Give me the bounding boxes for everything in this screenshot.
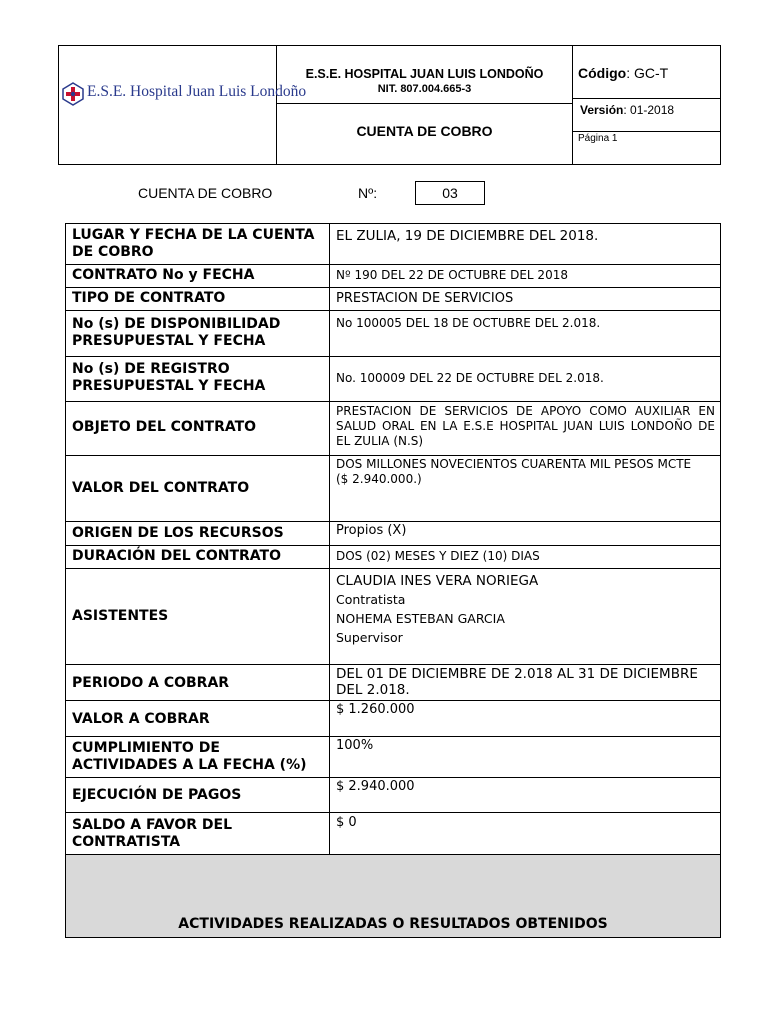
contrato-value: Nº 190 DEL 22 DE OCTUBRE DEL 2018 — [336, 268, 568, 282]
ejecucion-label: EJECUCIÓN DE PAGOS — [72, 787, 242, 803]
row-divider — [65, 310, 721, 311]
header-divider — [572, 45, 573, 165]
tipo-value: PRESTACION DE SERVICIOS — [336, 291, 514, 306]
disponibilidad-value: No 100005 DEL 18 DE OCTUBRE DEL 2.018. — [336, 316, 601, 330]
ejecucion-value: $ 2.940.000 — [336, 779, 415, 794]
cumplimiento-label: CUMPLIMIENTO DE ACTIVIDADES A LA FECHA (%) — [72, 740, 307, 773]
valor-contrato-words: DOS MILLONES NOVECIENTOS CUARENTA MIL PESOS MCTE — [336, 457, 692, 471]
supervisor-name: NOHEMA ESTEBAN GARCIA — [336, 611, 505, 626]
saldo-value: $ 0 — [336, 815, 357, 830]
cuenta-label: CUENTA DE COBRO — [138, 185, 273, 201]
row-divider — [65, 264, 721, 265]
valor-contrato-label: VALOR DEL CONTRATO — [72, 480, 250, 496]
row-divider — [65, 287, 721, 288]
codigo-value: : GC-T — [626, 65, 669, 81]
cuenta-number: 03 — [415, 181, 485, 205]
valor-cobrar-value: $ 1.260.000 — [336, 702, 415, 717]
version-field — [580, 103, 674, 117]
asistentes-value — [336, 572, 715, 647]
cuenta-number-label: Nº: — [358, 185, 378, 201]
lugar-label: LUGAR Y FECHA DE LA CUENTA DE COBRO — [72, 227, 315, 260]
contratista-role: Contratista — [336, 592, 406, 607]
registro-label: No (s) DE REGISTRO PRESUPUESTAL Y FECHA — [72, 361, 266, 394]
cumplimiento-value: 100% — [336, 738, 374, 753]
row-divider — [65, 777, 721, 778]
lugar-value: EL ZULIA, 19 DE DICIEMBRE DEL 2018. — [336, 228, 599, 244]
row-divider — [65, 812, 721, 813]
origen-label: ORIGEN DE LOS RECURSOS — [72, 525, 284, 541]
row-divider — [65, 401, 721, 402]
origen-value: Propios (X) — [336, 523, 407, 538]
version-value: : 01-2018 — [623, 103, 675, 117]
hospital-nit: NIT. 807.004.665-3 — [377, 83, 472, 95]
logo-text: E.S.E. Hospital Juan Luis Londoño — [87, 83, 307, 100]
header-divider — [572, 131, 721, 132]
hospital-name: E.S.E. HOSPITAL JUAN LUIS LONDOÑO — [305, 67, 544, 81]
row-divider — [65, 700, 721, 701]
valor-contrato-value — [336, 457, 715, 487]
hospital-emblem-icon — [62, 82, 84, 106]
contrato-label: CONTRATO No y FECHA — [72, 267, 255, 283]
row-divider — [65, 736, 721, 737]
row-divider — [65, 545, 721, 546]
row-divider — [65, 356, 721, 357]
valor-cobrar-label: VALOR A COBRAR — [72, 711, 210, 727]
objeto-value: PRESTACION DE SERVICIOS DE APOYO COMO AUXILIAR EN SALUD ORAL EN LA E.S.E HOSPITAL JUAN LUIS LONDOÑO DE EL ZULIA (N.S) — [336, 404, 715, 448]
supervisor-role: Supervisor — [336, 630, 403, 645]
page-number: Página 1 — [578, 133, 618, 144]
saldo-label: SALDO A FAVOR DEL CONTRATISTA — [72, 817, 233, 850]
duracion-label: DURACIÓN DEL CONTRATO — [72, 548, 281, 564]
version-label: Versión — [580, 103, 624, 117]
header-divider — [572, 98, 721, 99]
objeto-label: OBJETO DEL CONTRATO — [72, 419, 257, 435]
registro-value: No. 100009 DEL 22 DE OCTUBRE DEL 2.018. — [336, 371, 604, 385]
contratista-name: CLAUDIA INES VERA NORIEGA — [336, 573, 539, 589]
row-divider — [65, 521, 721, 522]
hospital-logo — [62, 80, 307, 108]
valor-contrato-amount: ($ 2.940.000.) — [336, 472, 422, 486]
document-title: CUENTA DE COBRO — [356, 123, 493, 139]
table-column-divider — [329, 223, 330, 854]
codigo-label: Código — [578, 65, 627, 81]
header-divider — [276, 103, 573, 104]
actividades-title: ACTIVIDADES REALIZADAS O RESULTADOS OBTENIDOS — [178, 916, 608, 932]
codigo-field — [578, 65, 668, 81]
row-divider — [65, 455, 721, 456]
row-divider — [65, 568, 721, 569]
duracion-value: DOS (02) MESES Y DIEZ (10) DIAS — [336, 549, 540, 563]
periodo-label: PERIODO A COBRAR — [72, 675, 230, 691]
header-divider — [276, 45, 277, 165]
periodo-value: DEL 01 DE DICIEMBRE DE 2.018 AL 31 DE DICIEMBRE DEL 2.018. — [336, 666, 698, 698]
asistentes-label: ASISTENTES — [72, 608, 169, 624]
row-divider — [65, 664, 721, 665]
tipo-label: TIPO DE CONTRATO — [72, 290, 226, 306]
disponibilidad-label: No (s) DE DISPONIBILIDAD PRESUPUESTAL Y FECHA — [72, 316, 281, 349]
